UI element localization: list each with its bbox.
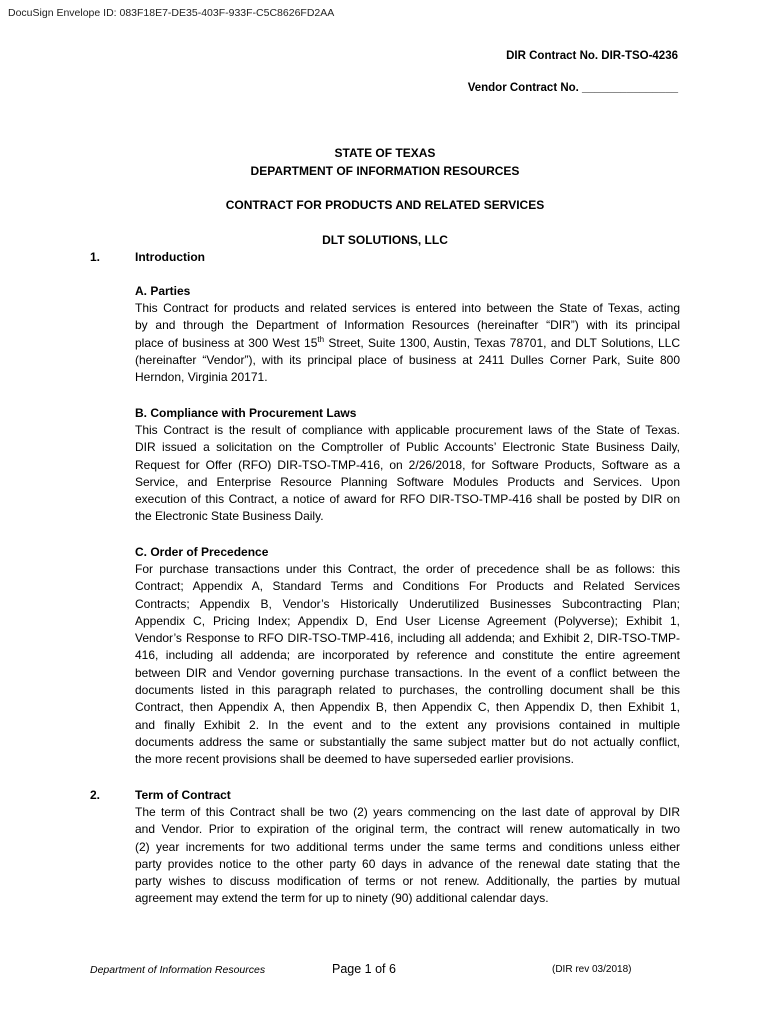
paragraph-line: This Contract for products and related services is entered into between the State of Texas, acting (135, 301, 680, 315)
section-2-number: 2. (90, 788, 101, 802)
envelope-id: DocuSign Envelope ID: 083F18E7-DE35-403F-933F-C5C8626FD2AA (8, 7, 335, 19)
subsection-b-paragraph (135, 422, 680, 526)
paragraph-line: The term of this Contract shall be two (2) years commencing on the last date of approval by DIR (135, 805, 680, 819)
paragraph-line: place of business at 300 West 15th Street, Suite 1300, Austin, Texas 78701, and DLT Solutions, LLC (135, 334, 680, 350)
paragraph-line: Contract; Appendix A, Standard Terms and Conditions For Products and Related Services (135, 579, 680, 594)
paragraph-line: the more recent provisions shall be deemed to have superseded earlier provisions. (135, 752, 574, 767)
subsection-c-paragraph (135, 561, 680, 769)
paragraph-line: between DIR and Vendor governing purchase transactions. In the event of a conflict between the (135, 665, 680, 680)
paragraph-line: Request for Offer (RFO) DIR-TSO-TMP-416, on 2/26/2018, for Software Products, Software as a (135, 457, 680, 472)
paragraph-line: Contracts; Appendix B, Vendor’s Historically Underutilized Businesses Subcontracting Plan; (135, 596, 680, 611)
section-1-number: 1. (90, 250, 101, 264)
paragraph-line: (2) year increments for two additional terms under the same terms and conditions unless either (135, 839, 680, 854)
paragraph-line: party wishes to discuss modification of terms or not renew. Additionally, the parties by mutual (135, 874, 680, 889)
subsection-c-title: C. Order of Precedence (135, 545, 269, 559)
title-state: STATE OF TEXAS (334, 146, 436, 160)
paragraph-line: documents address the same or substantially the same subject matter but do not actually conflict, (135, 734, 680, 749)
section-1-title: Introduction (135, 250, 205, 264)
paragraph-line: Herndon, Virginia 20171. (135, 370, 268, 385)
paragraph-line: For purchase transactions under this Contract, the order of precedence shall be as follows: this (135, 562, 680, 576)
paragraph-line: Contract, then Appendix A, then Appendix B, then Appendix C, then Appendix D, then Exhibit 1, (135, 700, 680, 715)
section-2-title: Term of Contract (135, 788, 231, 802)
dir-contract-number: DIR Contract No. DIR-TSO-4236 (506, 50, 678, 62)
paragraph-line: documents listed in this paragraph related to purchases, the controlling document shall be this (135, 683, 680, 698)
vendor-contract-number: Vendor Contract No. _______________ (467, 82, 678, 94)
title-vendor: DLT SOLUTIONS, LLC (322, 233, 448, 247)
paragraph-line: Vendor’s Response to RFO DIR-TSO-TMP-416, including all addenda; and Exhibit 2, DIR-TSO-TMP- (135, 631, 680, 646)
paragraph-line: Appendix C, Pricing Index; Appendix D, End User License Agreement (Polyverse); Exhibit 1, (135, 613, 680, 628)
paragraph-line: 416, including all addenda; are incorporated by reference and constitute the entire agreement (135, 648, 680, 663)
section-2-paragraph (135, 804, 680, 908)
footer-department: Department of Information Resources (90, 964, 266, 976)
footer-revision: (DIR rev 03/2018) (552, 964, 632, 975)
paragraph-line: and Vendor. Prior to expiration of the original term, the contract will renew automatically in two (135, 822, 680, 837)
title-contract-type: CONTRACT FOR PRODUCTS AND RELATED SERVICES (225, 198, 545, 212)
paragraph-line: (hereinafter “Vendor”), with its principal place of business at 2411 Dulles Corner Park, Suite 800 (135, 352, 680, 367)
paragraph-line: This Contract is the result of compliance with applicable procurement laws of the State of Texas. (135, 423, 680, 437)
paragraph-line: DIR issued a solicitation on the Comptroller of Public Accounts’ Electronic State Business Daily, (135, 440, 680, 455)
paragraph-line: agreement may extend the term for up to ninety (90) additional calendar days. (135, 891, 549, 906)
subsection-a-title: A. Parties (135, 284, 191, 298)
subsection-b-title: B. Compliance with Procurement Laws (135, 406, 357, 420)
paragraph-line: party provides notice to the other party 60 days in advance of the renewal date stating that the (135, 856, 680, 871)
subsection-a-paragraph (135, 300, 680, 386)
paragraph-line: Service, and Enterprise Resource Planning Software Modules Products and Services. Upon (135, 474, 680, 489)
paragraph-line: execution of this Contract, a notice of award for RFO DIR-TSO-TMP-416 shall be posted by DIR on (135, 492, 680, 507)
title-department: DEPARTMENT OF INFORMATION RESOURCES (250, 164, 520, 178)
paragraph-line: and finally Exhibit 2. In the event and to the extent any provisions contained in multiple (135, 717, 680, 732)
paragraph-line: the Electronic State Business Daily. (135, 509, 324, 524)
footer-page-number: Page 1 of 6 (332, 962, 396, 976)
paragraph-line: by and through the Department of Information Resources (hereinafter “DIR”) with its principal (135, 318, 680, 333)
